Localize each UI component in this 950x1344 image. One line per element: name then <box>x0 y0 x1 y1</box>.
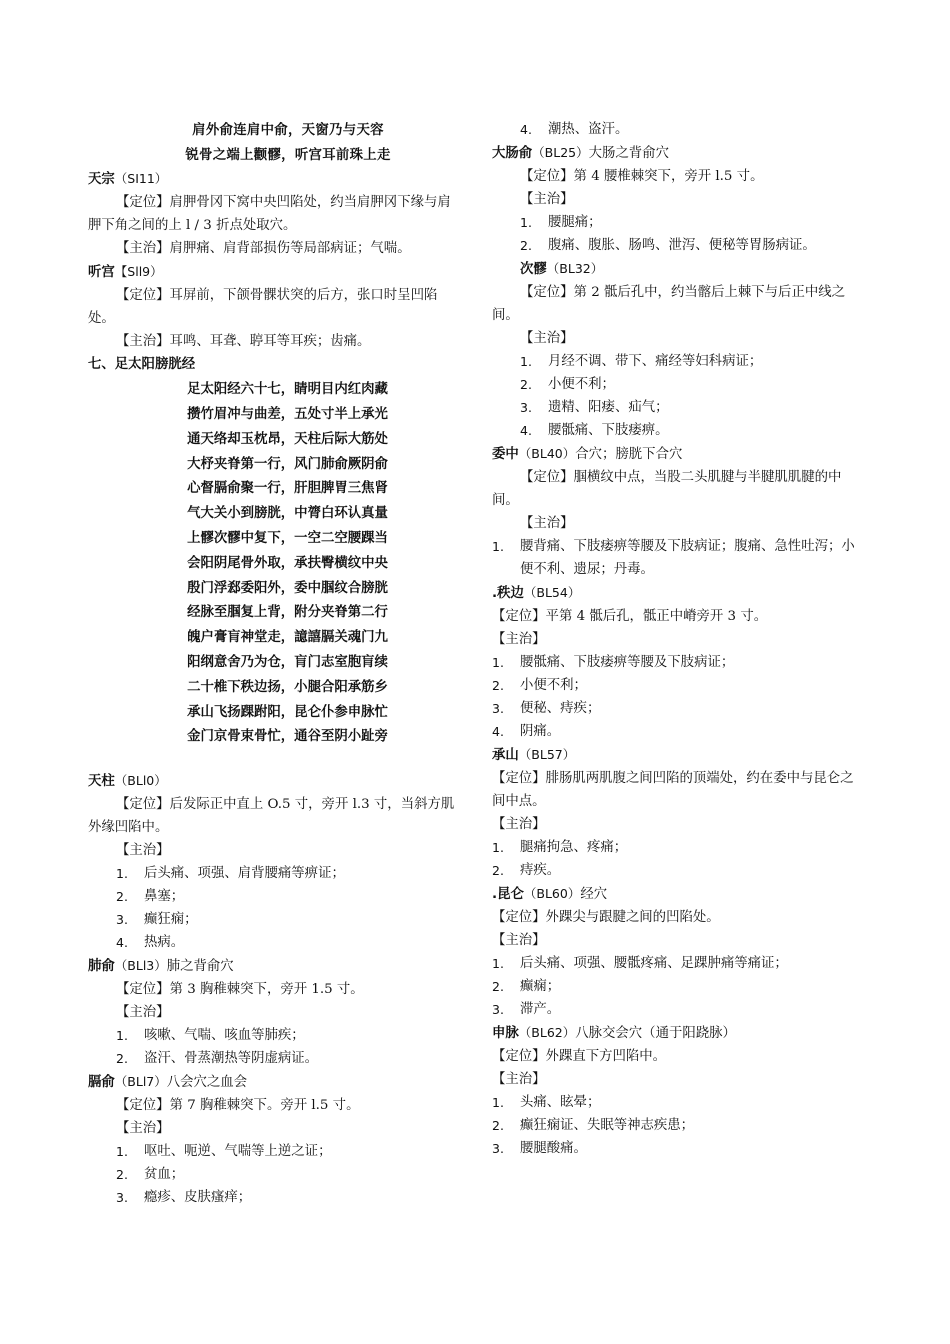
acupoint-tianzhu <box>88 769 460 954</box>
acupoint-shenmai <box>492 1021 864 1160</box>
list-item: 4. 潮热、盗汗。 <box>520 122 629 137</box>
indication-label: 【主治】 <box>116 843 170 859</box>
acupoint-feishu <box>88 954 460 1070</box>
poem-line: 气大关小到膀胱，中膂白环认真量 <box>187 505 388 522</box>
verse-line: 肩外俞连肩中俞，天窗乃与天容 <box>192 122 384 138</box>
point-name: .秩边 <box>492 586 524 601</box>
acupoint-kunlun <box>492 882 864 1021</box>
acupoint-dachangshu <box>492 141 864 257</box>
indication-label: 【主治】 <box>492 632 546 647</box>
point-code: （BL40） <box>518 446 576 461</box>
poem-line: 通天络却玉枕昂，天柱后际大筋处 <box>187 430 388 447</box>
list-item: 1. 后头痛、项强、肩背腰痛等痹证； <box>116 866 345 882</box>
list-item: 1. 腰腿痛； <box>520 215 602 230</box>
list-item: 2. 腹痛、腹胀、肠鸣、泄泻、便秘等胃肠病证。 <box>520 238 816 253</box>
list-item: 2. 痔疾。 <box>492 863 561 878</box>
location-text: 【定位】平第 4 骶后孔，骶正中嵴旁开 3 寸。 <box>492 609 768 624</box>
point-name: 膈俞 <box>88 1075 115 1091</box>
list-item: 3. 瘾疹、皮肤瘙痒； <box>116 1190 252 1206</box>
indication-list <box>88 1024 460 1070</box>
point-code: （BL25） <box>532 145 589 160</box>
acupoint-ciliao <box>492 257 864 442</box>
point-note: 八脉交会穴（通于阳跷脉） <box>575 1026 736 1041</box>
indication-list <box>492 535 864 581</box>
indication-text: 【主治】耳鸣、耳聋、聤耳等耳疾；齿痛。 <box>116 334 371 350</box>
point-code: （BLl0） <box>114 773 167 789</box>
poem-line: 会阳阴尾骨外取，承扶臀横纹中央 <box>187 554 388 571</box>
poem-line: 魄户膏肓神堂走，譩譆膈关魂门九 <box>187 629 388 646</box>
list-item: 1. 呕吐、呃逆、气喘等上逆之证； <box>116 1144 332 1160</box>
point-code: 【Sll9） <box>114 264 163 280</box>
indication-label: 【主治】 <box>116 1005 170 1021</box>
point-note: 大肠之背俞穴 <box>588 146 669 161</box>
point-name: 听宫 <box>88 265 115 281</box>
list-item: 2. 鼻塞； <box>116 889 185 905</box>
point-code: （BL60） <box>523 886 581 901</box>
point-code: （BL32） <box>546 261 604 276</box>
location-text: 【定位】肩胛骨冈下窝中央凹陷处，约当肩胛冈下缘与肩胛下角之间的上 l / 3 折点处取穴。 <box>88 195 451 234</box>
list-item: 2. 癫痫； <box>492 979 561 994</box>
point-name: 肺俞 <box>88 959 115 975</box>
point-note: 八会穴之血会 <box>166 1075 248 1091</box>
indication-list <box>88 1140 460 1209</box>
location-text: 【定位】第 3 胸稚棘突下，旁开 1.5 寸。 <box>116 982 364 998</box>
right-column <box>492 118 864 1160</box>
acupoint-geshu <box>88 1070 460 1209</box>
list-item: 1. 头痛、眩晕； <box>492 1095 601 1110</box>
poem-line: 攒竹眉冲与曲差，五处寸半上承光 <box>187 405 388 422</box>
list-item: 1. 后头痛、项强、腰骶疼痛、足踝肿痛等痛证； <box>492 956 788 971</box>
poem-line: 阳纲意舍乃为仓，肓门志室胞肓续 <box>187 653 388 670</box>
mnemonic-poem <box>88 377 460 749</box>
indication-label: 【主治】 <box>520 331 574 346</box>
list-item: 2. 小便不利； <box>520 377 615 392</box>
location-text: 【定位】腓肠肌两肌腹之间凹陷的顶端处，约在委中与昆仑之间中点。 <box>492 771 854 809</box>
location-text: 【定位】外踝直下方凹陷中。 <box>492 1049 667 1064</box>
point-code: （BL57） <box>518 747 576 762</box>
point-code: （BL54） <box>523 585 581 600</box>
list-item: 4. 热病。 <box>116 935 185 951</box>
indication-list <box>492 350 864 442</box>
acupoint-chengshan <box>492 743 864 882</box>
indication-list <box>492 1091 864 1160</box>
poem-line: 金门京骨束骨忙，通谷至阴小趾旁 <box>187 728 388 745</box>
acupoint-weizhong <box>492 442 864 581</box>
indication-list <box>492 836 864 882</box>
point-name: 天柱 <box>88 774 115 790</box>
point-name: 次髎 <box>520 262 547 277</box>
left-column <box>88 118 460 1209</box>
acupoint-tinggong <box>88 260 460 353</box>
point-name: .昆仑 <box>492 887 524 902</box>
point-note: 肺之背俞穴 <box>166 959 234 975</box>
point-note: 经穴 <box>580 887 608 902</box>
point-code: （BL62） <box>518 1025 576 1040</box>
list-item: 3. 癫狂痫； <box>116 912 198 928</box>
list-item: 1. 月经不调、带下、痛经等妇科病证； <box>520 354 763 369</box>
location-text: 【定位】第 7 胸稚棘突下。旁开 l.5 寸。 <box>116 1098 360 1114</box>
list-item: 4. 阴痛。 <box>492 724 561 739</box>
poem-line: 二十椎下秩边扬，小腿合阳承筋乡 <box>187 678 388 695</box>
point-name: 委中 <box>492 447 519 462</box>
poem-line: 上髎次髎中复下，一空二空腰踝当 <box>187 529 388 546</box>
poem-line: 承山飞扬踝跗阳，昆仑仆参申脉忙 <box>187 703 388 720</box>
continued-list <box>492 118 864 141</box>
acupoint-zhibian <box>492 581 864 743</box>
list-item: 2. 癫狂痫证、失眠等神志疾患； <box>492 1118 695 1133</box>
point-name: 天宗 <box>88 172 115 188</box>
indication-label: 【主治】 <box>492 817 546 832</box>
list-item: 1. 咳嗽、气喘、咳血等肺疾； <box>116 1028 305 1044</box>
verse-block <box>88 118 460 167</box>
list-item: 1. 腰骶痛、下肢痿痹等腰及下肢病证； <box>492 655 735 670</box>
point-code: （BLl3） <box>114 958 167 974</box>
point-code: （BLl7） <box>114 1074 167 1090</box>
indication-label: 【主治】 <box>116 1121 170 1137</box>
location-text: 【定位】后发际正中直上 O.5 寸，旁开 l.3 寸，当斜方肌外缘凹陷中。 <box>88 797 455 836</box>
location-text: 【定位】腘横纹中点，当股二头肌腱与半腱肌肌腱的中间。 <box>492 470 842 508</box>
poem-line: 殷门浮郄委阳外，委中腘纹合膀胱 <box>187 579 388 596</box>
list-item: 2. 小便不利； <box>492 678 587 693</box>
location-text: 【定位】耳屏前，下颌骨髁状突的后方，张口时呈凹陷处。 <box>88 288 438 327</box>
location-text: 【定位】外踝尖与跟腱之间的凹陷处。 <box>492 910 720 925</box>
indication-label: 【主治】 <box>520 192 574 207</box>
list-item: 4. 腰骶痛、下肢痿痹。 <box>520 423 669 438</box>
indication-list <box>492 211 864 257</box>
list-item: 3. 腰腿酸痛。 <box>492 1141 587 1156</box>
location-text: 【定位】第 4 腰椎棘突下，旁开 l.5 寸。 <box>520 169 764 184</box>
point-name: 申脉 <box>492 1026 519 1041</box>
verse-line: 锐骨之端上颧髎，听宫耳前珠上走 <box>185 146 391 163</box>
list-item: 1. 腰背痛、下肢痿痹等腰及下肢病证；腹痛、急性吐泻；小便不利、遗尿；丹毒。 <box>492 539 855 577</box>
indication-list <box>492 952 864 1021</box>
indication-label: 【主治】 <box>492 1072 546 1087</box>
indication-list <box>88 862 460 954</box>
list-item: 3. 便秘、痔疾； <box>492 701 601 716</box>
point-code: （SI11） <box>114 171 168 187</box>
poem-line: 心督膈俞聚一行，肝胆脾胃三焦肾 <box>187 480 388 497</box>
indication-label: 【主治】 <box>492 933 546 948</box>
point-name: 大肠俞 <box>492 146 533 161</box>
poem-line: 大杼夹脊第一行，风门肺俞厥阴俞 <box>187 455 388 472</box>
acupoint-tianzong <box>88 167 460 260</box>
indication-text: 【主治】肩胛痛、肩背部损伤等局部病证；气喘。 <box>116 241 411 257</box>
point-name: 承山 <box>492 748 519 763</box>
list-item: 2. 贫血； <box>116 1167 185 1183</box>
poem-line: 足太阳经六十七，睛明目内红肉藏 <box>187 381 388 398</box>
indication-list <box>492 651 864 743</box>
list-item: 2. 盗汗、骨蒸潮热等阴虚病证。 <box>116 1051 319 1067</box>
poem-line: 经脉至腘复上背，附分夹脊第二行 <box>187 604 388 621</box>
list-item: 1. 腿痛拘急、疼痛； <box>492 840 628 855</box>
location-text: 【定位】第 2 骶后孔中，约当髂后上棘下与后正中线之间。 <box>492 285 846 323</box>
list-item: 3. 滞产。 <box>492 1002 561 1017</box>
point-note: 合穴；膀胱下合穴 <box>575 447 683 462</box>
list-item: 3. 遗精、阳痿、疝气； <box>520 400 669 415</box>
indication-label: 【主治】 <box>520 516 574 531</box>
section-heading: 七、足太阳膀胱经 <box>88 357 196 373</box>
